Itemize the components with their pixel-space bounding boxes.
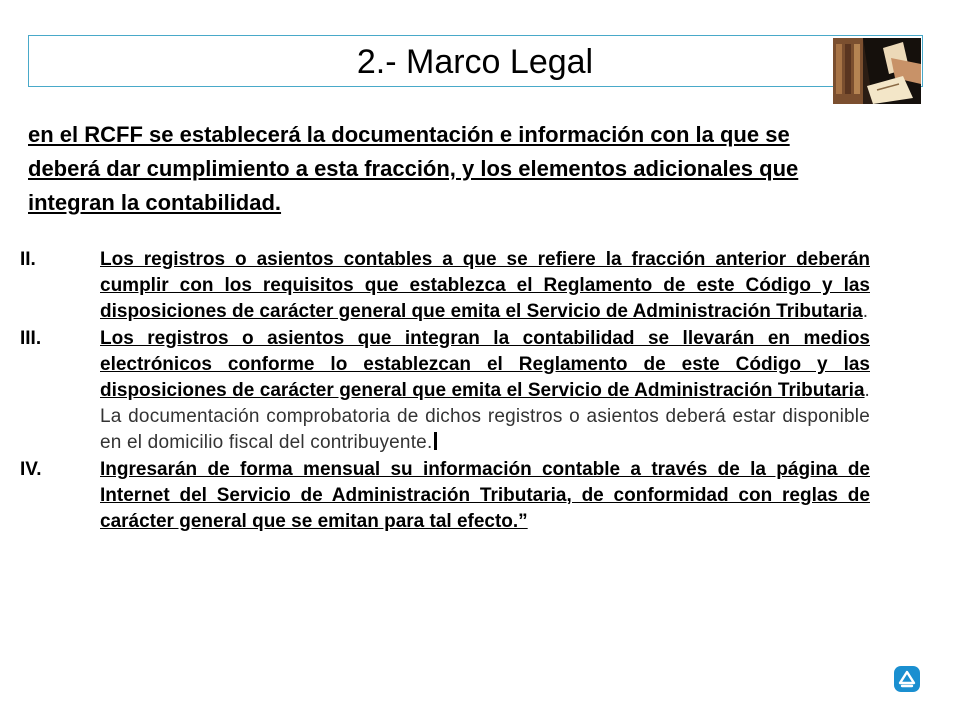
item-text: [100, 326, 870, 457]
item-numeral: II.: [20, 249, 36, 270]
legal-photo-art: [833, 38, 921, 104]
item-numeral: IV.: [20, 458, 42, 480]
item-text: [100, 457, 870, 536]
law-item-iv: [20, 457, 880, 536]
item-underlined-text: Ingresarán de forma mensual su información contable a través de la página de Internet del Servicio de Administración Tributaria, de conformidad con reglas de carácter general que se emitan para tal efecto.”: [100, 458, 870, 533]
logo-icon: [893, 665, 921, 693]
item-underlined-text: Los registros o asientos contables a que se refiere la fracción anterior deberán cumplir con los requisitos que establezca el Reglamento de este Código y las disposiciones de carácter general que emita el Servicio de Administración Tributaria: [100, 249, 870, 323]
item-plain-text: . La documentación comprobatoria de dichos registros o asientos deberá estar disponible en el domicilio fiscal del contribuyente.: [100, 380, 870, 454]
text-cursor: [434, 432, 437, 450]
item-numeral: III.: [20, 327, 42, 349]
legal-photo: [833, 38, 921, 104]
law-item-ii: [20, 247, 880, 326]
page-title: 2.- Marco Legal: [356, 43, 594, 81]
item-underlined-text: Los registros o asientos que integran la contabilidad se llevarán en medios electrónicos conforme lo establezcan el Reglamento de este Código y las disposiciones de carácter general que emita el Servicio de Administración Tributaria: [100, 327, 870, 402]
law-item-iii: [20, 326, 880, 457]
item-plain-text: .: [862, 301, 869, 323]
law-excerpt: [20, 247, 880, 535]
item-text: [100, 247, 870, 326]
intro-paragraph: en el RCFF se establecerá la documentación e información con la que se deberá dar cumplimiento a esta fracción, y los elementos adicionales que integran la contabilidad.: [28, 122, 799, 215]
